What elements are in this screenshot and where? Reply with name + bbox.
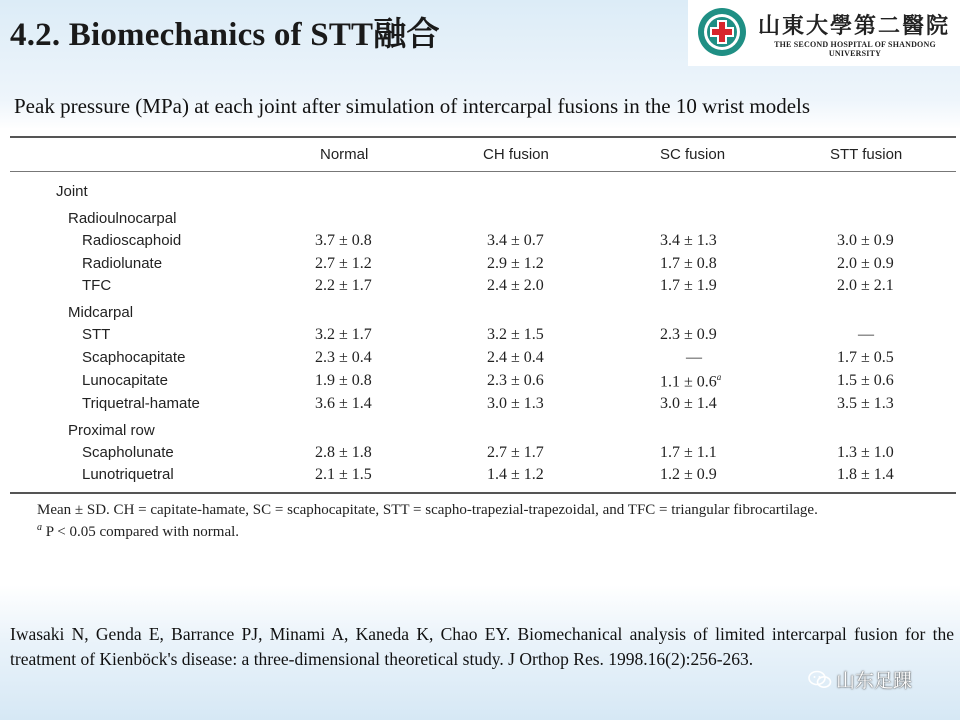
row-label-lunocapitate: Lunocapitate — [82, 372, 168, 389]
cell-triquetral-hamate-normal: 3.6 ± 1.4 — [315, 395, 372, 412]
cell-stt-normal: 3.2 ± 1.7 — [315, 326, 372, 343]
cell-radiolunate-normal: 2.7 ± 1.2 — [315, 255, 372, 272]
cell-radiolunate-ch: 2.9 ± 1.2 — [487, 255, 544, 272]
column-header-sc-fusion: SC fusion — [660, 146, 726, 163]
cell-tfc-normal: 2.2 ± 1.7 — [315, 277, 372, 294]
column-header-ch-fusion: CH fusion — [483, 146, 549, 163]
hospital-name-chinese: 山東大學第二醫院 — [757, 13, 950, 39]
cell-scaphocapitate-sc: — — [686, 349, 702, 366]
cell-triquetral-hamate-stt: 3.5 ± 1.3 — [837, 395, 894, 412]
group-radioulnocarpal: Radioulnocarpal — [68, 210, 177, 227]
table-bottom-rule — [10, 492, 956, 494]
cell-lunotriquetral-stt: 1.8 ± 1.4 — [837, 466, 894, 483]
wechat-watermark — [808, 666, 912, 693]
row-label-triquetral-hamate: Triquetral-hamate — [82, 395, 200, 412]
row-label-tfc: TFC — [82, 277, 112, 294]
cell-radioscaphoid-normal: 3.7 ± 0.8 — [315, 232, 372, 249]
row-label-scaphocapitate: Scaphocapitate — [82, 349, 186, 366]
cell-lunocapitate-ch: 2.3 ± 0.6 — [487, 372, 544, 389]
column-header-stt-fusion: STT fusion — [830, 146, 903, 163]
cell-radioscaphoid-stt: 3.0 ± 0.9 — [837, 232, 894, 249]
table-footnote-abbreviations: Mean ± SD. CH = capitate-hamate, SC = scaphocapitate, STT = scapho-trapezial-trapezoidal, and TFC = triangular fibrocartilage. — [37, 502, 818, 518]
cell-radiolunate-stt: 2.0 ± 0.9 — [837, 255, 894, 272]
joint-heading: Joint — [56, 183, 88, 200]
cell-radioscaphoid-sc: 3.4 ± 1.3 — [660, 232, 717, 249]
row-label-stt: STT — [82, 326, 111, 343]
group-midcarpal: Midcarpal — [68, 304, 134, 321]
table-top-rule — [10, 136, 956, 138]
footnote-marker: a — [37, 522, 42, 533]
red-cross-emblem-icon — [696, 6, 748, 58]
cell-lunotriquetral-sc: 1.2 ± 0.9 — [660, 466, 717, 483]
table-caption: Peak pressure (MPa) at each joint after simulation of intercarpal fusions in the 10 wrist models — [14, 94, 811, 118]
row-label-radiolunate: Radiolunate — [82, 255, 163, 272]
cell-tfc-ch: 2.4 ± 2.0 — [487, 277, 544, 294]
cell-scapholunate-stt: 1.3 ± 1.0 — [837, 444, 894, 461]
cell-scaphocapitate-stt: 1.7 ± 0.5 — [837, 349, 894, 366]
citation-reference: Iwasaki N, Genda E, Barrance PJ, Minami A, Kaneda K, Chao EY. Biomechanical analysis of limited intercarpal fusion for the treatment of Kienböck's disease: a three-dimensional theoretical study. J Orthop Res. 1998.16(2):256-263. — [10, 624, 954, 669]
cell-scapholunate-ch: 2.7 ± 1.7 — [487, 444, 544, 461]
cell-tfc-stt: 2.0 ± 2.1 — [837, 277, 894, 294]
pressure-table — [0, 128, 960, 548]
cell-lunotriquetral-normal: 2.1 ± 1.5 — [315, 466, 372, 483]
cell-triquetral-hamate-sc: 3.0 ± 1.4 — [660, 395, 717, 412]
hospital-name-english: THE SECOND HOSPITAL OF SHANDONG UNIVERSITY — [774, 40, 936, 58]
watermark-text: 山东足踝 — [836, 670, 913, 692]
cell-scaphocapitate-ch: 2.4 ± 0.4 — [487, 349, 544, 366]
table-header-rule — [10, 171, 956, 172]
cell-triquetral-hamate-ch: 3.0 ± 1.3 — [487, 395, 544, 412]
cell-stt-stt: — — [858, 326, 874, 343]
cell-scapholunate-sc: 1.7 ± 1.1 — [660, 444, 717, 461]
wechat-icon — [808, 670, 832, 690]
cell-scapholunate-normal: 2.8 ± 1.8 — [315, 444, 372, 461]
footnote-significance-text: P < 0.05 compared with normal. — [45, 524, 240, 540]
cell-tfc-sc: 1.7 ± 1.9 — [660, 277, 717, 294]
cell-scaphocapitate-normal: 2.3 ± 0.4 — [315, 349, 372, 366]
cell-lunocapitate-stt: 1.5 ± 0.6 — [837, 372, 894, 389]
cell-lunocapitate-normal: 1.9 ± 0.8 — [315, 372, 372, 389]
cell-lunocapitate-sc-value: 1.1 ± 0.6 — [660, 373, 717, 391]
cell-lunotriquetral-ch: 1.4 ± 1.2 — [487, 466, 544, 483]
slide-title: 4.2. Biomechanics of STT融合 — [10, 17, 440, 53]
row-label-scapholunate: Scapholunate — [82, 444, 174, 461]
cell-stt-sc: 2.3 ± 0.9 — [660, 326, 717, 343]
cell-stt-ch: 3.2 ± 1.5 — [487, 326, 544, 343]
table-footnote-significance — [37, 522, 239, 541]
group-proximal-row: Proximal row — [68, 422, 155, 439]
significance-marker: a — [716, 372, 722, 382]
column-header-normal: Normal — [320, 146, 369, 163]
hospital-logo — [688, 0, 960, 66]
cell-radioscaphoid-ch: 3.4 ± 0.7 — [487, 232, 544, 249]
cell-lunocapitate-sc — [660, 372, 721, 391]
cell-radiolunate-sc: 1.7 ± 0.8 — [660, 255, 717, 272]
row-label-lunotriquetral: Lunotriquetral — [82, 466, 174, 483]
row-label-radioscaphoid: Radioscaphoid — [82, 232, 182, 249]
